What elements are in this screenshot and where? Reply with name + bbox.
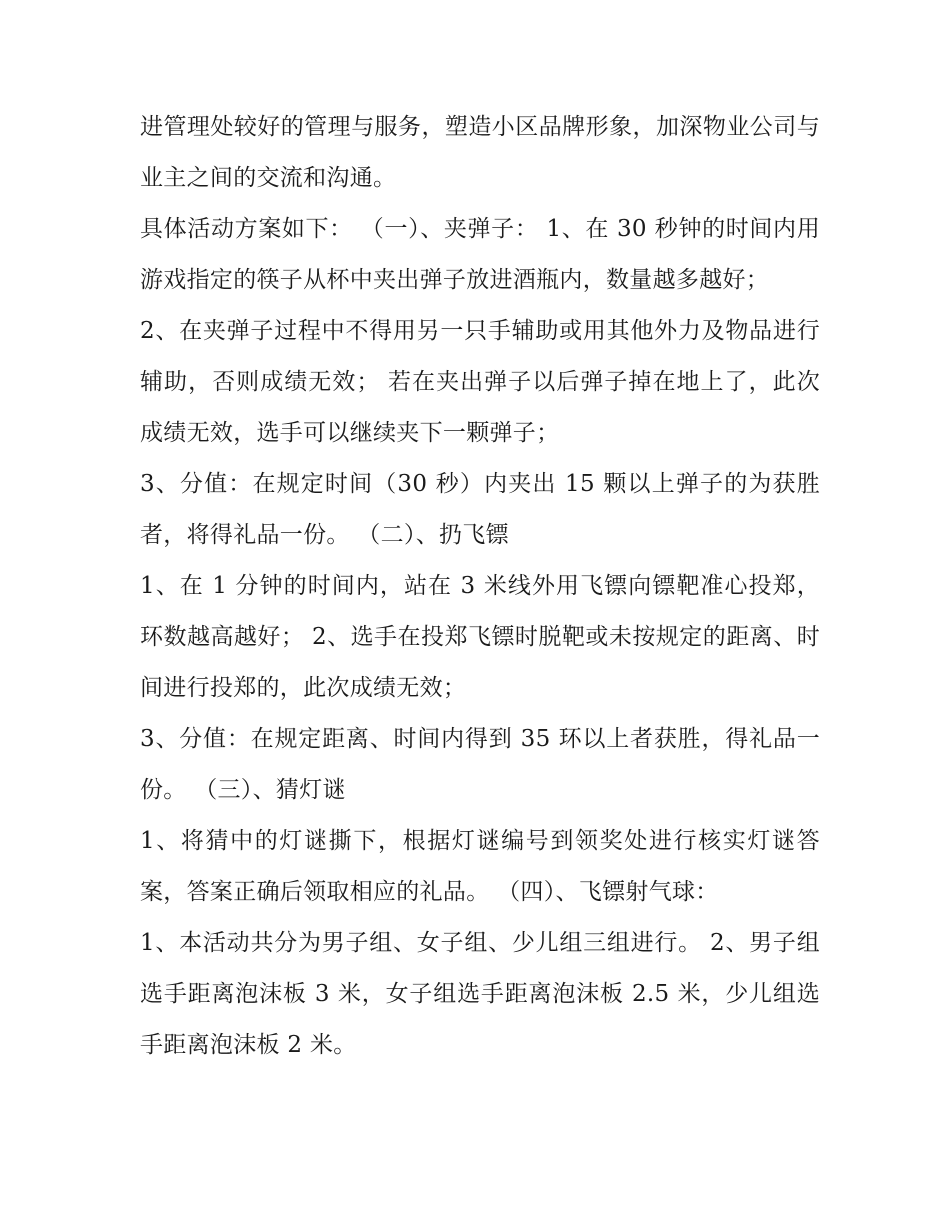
- paragraph-darts-rules: 1、在 1 分钟的时间内，站在 3 米线外用飞镖向镖靶准心投郑，环数越高越好； 2、选手在投郑飞镖时脱靶或未按规定的距离、时间进行投郑的，此次成绩无效；: [140, 573, 820, 701]
- paragraph-chopsticks-score: 3、分值：在规定时间（30 秒）内夹出 15 颗以上弹子的为获胜者，将得礼品一份。 （二）、扔飞镖: [140, 471, 820, 548]
- paragraph-chopsticks-rule-2: 2、在夹弹子过程中不得用另一只手辅助或用其他外力及物品进行辅助，否则成绩无效； 若在夹出弹子以后弹子掉在地上了，此次成绩无效，选手可以继续夹下一颗弹子；: [140, 318, 820, 446]
- paragraph-riddles-rules: 1、将猜中的灯谜撕下，根据灯谜编号到领奖处进行核实灯谜答案，答案正确后领取相应的礼品。 （四）、飞镖射气球：: [140, 828, 820, 905]
- paragraph-activity-plan-chopsticks: 具体活动方案如下： （一）、夹弹子： 1、在 30 秒钟的时间内用游戏指定的筷子从杯中夹出弹子放进酒瓶内，数量越多越好；: [140, 216, 820, 293]
- document-body: [140, 102, 820, 1071]
- paragraph-darts-score: 3、分值：在规定距离、时间内得到 35 环以上者获胜，得礼品一份。 （三）、猜灯谜: [140, 726, 820, 803]
- paragraph-balloon-darts-rules: 1、本活动共分为男子组、女子组、少儿组三组进行。 2、男子组选手距离泡沫板 3 米，女子组选手距离泡沫板 2.5 米，少儿组选手距离泡沫板 2 米。: [140, 930, 820, 1058]
- paragraph-intro-continued: 进管理处较好的管理与服务，塑造小区品牌形象，加深物业公司与业主之间的交流和沟通。: [140, 114, 820, 191]
